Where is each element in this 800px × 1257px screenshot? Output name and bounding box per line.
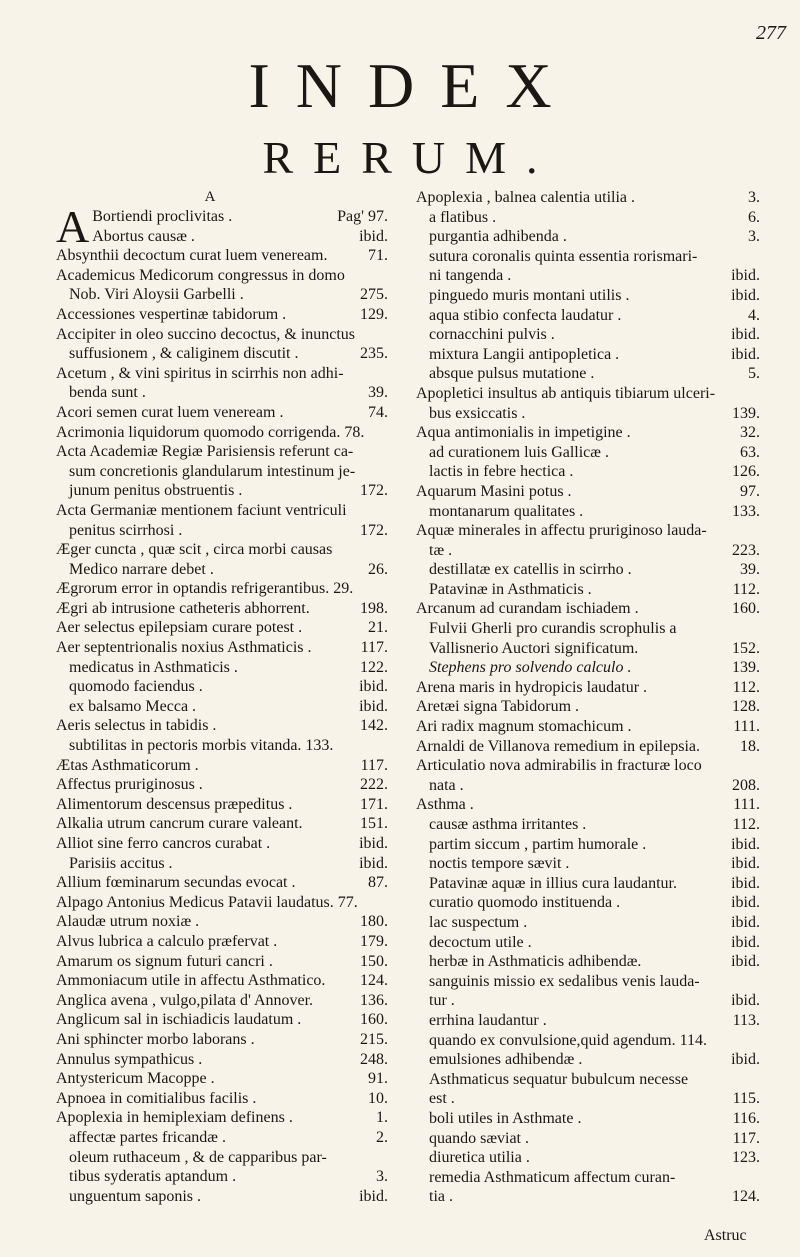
entry-page: 150. xyxy=(360,952,388,970)
index-entry xyxy=(416,874,760,894)
entry-text: aqua stibio confecta laudatur . xyxy=(429,306,622,324)
entry-text: Aer selectus epilepsiam curare potest . xyxy=(56,619,303,637)
index-entry xyxy=(56,501,388,521)
entry-page: 171. xyxy=(360,795,388,813)
entry-text: Alliot sine ferro cancros curabat . xyxy=(56,835,271,852)
entry-page: ibid. xyxy=(731,894,760,912)
index-entry xyxy=(416,286,760,306)
index-entry xyxy=(56,932,388,952)
index-entry xyxy=(56,364,388,384)
entry-page: 117. xyxy=(360,639,388,657)
entry-text: junum penitus obstruentis . xyxy=(69,482,243,500)
entry-text: Aretæi signa Tabidorum . xyxy=(416,698,580,716)
entry-text: Alvus lubrica a calculo præfervat . xyxy=(56,932,278,950)
entry-text: Asthmaticus sequatur bubulcum necesse xyxy=(429,1070,689,1088)
section-letter: A xyxy=(204,189,216,205)
entry-page: ibid. xyxy=(731,326,760,344)
entry-text: a flatibus . xyxy=(429,208,497,226)
index-entry xyxy=(56,834,388,854)
index-entry xyxy=(416,1089,760,1109)
entry-page: 172. xyxy=(360,482,388,500)
entry-text: cornacchini pulvis . xyxy=(429,326,555,344)
entry-text: Acta Academiæ Regiæ Parisiensis referunt ca- xyxy=(56,443,354,461)
index-entry xyxy=(416,756,760,776)
index-entry xyxy=(416,1187,760,1207)
entry-text: penitus scirrhosi . xyxy=(69,521,183,539)
index-entry xyxy=(416,306,760,326)
entry-text: quando sæviat . xyxy=(429,1129,529,1147)
entry-text: noctis tempore sævit . xyxy=(429,855,570,873)
entry-text: Æger cuncta , quæ scit , circa morbi causas xyxy=(56,541,333,559)
index-entry xyxy=(56,638,388,658)
entry-text: curatio quomodo instituenda . xyxy=(429,894,621,912)
index-entry xyxy=(56,442,388,462)
index-entry xyxy=(416,854,760,874)
entry-text: oleum ruthaceum , & de capparibus par- xyxy=(69,1148,327,1166)
index-entry xyxy=(416,384,760,404)
entry-text: Nob. Viri Aloysii Garbelli . xyxy=(69,286,244,304)
entry-text: tur . xyxy=(429,992,455,1010)
entry-page: 3. xyxy=(748,189,760,206)
index-entry xyxy=(416,737,760,757)
entry-text: lactis in febre hectica . xyxy=(429,463,574,481)
entry-text: medicatus in Asthmaticis . xyxy=(69,658,238,676)
entry-text: Ari radix magnum stomachicum . xyxy=(416,718,632,736)
entry-page: ibid. xyxy=(731,953,760,971)
entry-page: ibid. xyxy=(731,1051,760,1069)
index-entry xyxy=(56,560,388,580)
entry-page: 160. xyxy=(360,1011,388,1029)
entry-text: causæ asthma irritantes . xyxy=(429,816,587,833)
entry-page: 208. xyxy=(732,776,760,794)
index-entry xyxy=(56,795,388,815)
index-entry xyxy=(56,854,388,874)
entry-page: 18. xyxy=(740,737,760,755)
entry-text: Acori semen curat luem veneream . xyxy=(56,403,284,421)
index-entry xyxy=(416,325,760,345)
entry-text: sanguinis missio ex sedalibus venis lauda- xyxy=(429,972,700,990)
entry-text: Ægri ab intrusione catheteris abhorrent. xyxy=(56,599,310,617)
index-entry xyxy=(56,716,388,736)
index-entry xyxy=(416,443,760,463)
index-entry xyxy=(56,1089,388,1109)
index-entry xyxy=(416,247,760,267)
entry-page: 112. xyxy=(732,678,760,696)
entry-text: Vallisnerio Auctori significatum. xyxy=(429,639,639,657)
entry-text: Arnaldi de Villanova remedium in epilepsia. xyxy=(416,737,700,755)
entry-text: pinguedo muris montani utilis . xyxy=(429,286,630,304)
entry-page: 198. xyxy=(360,599,388,617)
index-entry xyxy=(56,1010,388,1030)
entry-text: Medico narrare debet . xyxy=(69,560,214,578)
entry-text: Alimentorum descensus præpeditus . xyxy=(56,795,293,813)
index-entry xyxy=(56,227,388,247)
entry-page: 5. xyxy=(748,365,760,383)
entry-page: 74. xyxy=(368,403,388,421)
index-entry xyxy=(416,717,760,737)
entry-text: Acta Germaniæ mentionem faciunt ventriculi xyxy=(56,501,347,519)
entry-page: 248. xyxy=(360,1050,388,1068)
index-entry xyxy=(416,502,760,522)
entry-page: 122. xyxy=(360,658,388,676)
entry-page: 91. xyxy=(368,1070,388,1088)
index-entry xyxy=(416,227,760,247)
index-entry xyxy=(56,403,388,423)
entry-text: benda sunt . xyxy=(69,384,146,402)
entry-text: errhina laudantur . xyxy=(429,1011,547,1029)
entry-page: 3. xyxy=(376,1168,388,1186)
index-entry xyxy=(416,913,760,933)
entry-page: 215. xyxy=(360,1030,388,1048)
entry-page: 97. xyxy=(740,482,760,500)
index-entry xyxy=(416,678,760,698)
index-entry xyxy=(56,285,388,305)
index-entry xyxy=(56,540,388,560)
entry-page: ibid. xyxy=(731,992,760,1010)
entry-text: Anglica avena , vulgo,pilata d' Annover. xyxy=(56,991,314,1009)
entry-page: 10. xyxy=(368,1089,388,1107)
index-entry xyxy=(56,1167,388,1187)
index-entry xyxy=(56,893,388,913)
entry-page: ibid. xyxy=(359,227,388,245)
index-entry xyxy=(56,246,388,266)
index-entry xyxy=(416,619,760,639)
entry-page: 2. xyxy=(376,1128,388,1146)
entry-text: lac suspectum . xyxy=(429,913,528,931)
index-entry xyxy=(56,1069,388,1089)
index-entry xyxy=(56,1148,388,1168)
entry-page: 1. xyxy=(376,1109,388,1127)
index-entry xyxy=(416,952,760,972)
index-entry xyxy=(56,971,388,991)
index-entry xyxy=(56,658,388,678)
index-entry xyxy=(56,579,388,599)
index-entry xyxy=(56,423,388,443)
index-entry xyxy=(56,912,388,932)
entry-page: 6. xyxy=(748,208,760,226)
entry-page: 275. xyxy=(360,286,388,304)
entry-page: 142. xyxy=(360,717,388,735)
entry-page: 21. xyxy=(368,619,388,637)
entry-text: Ægrorum error in optandis refrigerantibus. 29. xyxy=(56,580,354,598)
entry-page: 139. xyxy=(732,659,760,677)
entry-text: Ætas Asthmaticorum . xyxy=(56,756,199,774)
index-entry xyxy=(56,1050,388,1070)
index-entry xyxy=(416,1109,760,1129)
entry-page: 4. xyxy=(748,306,760,324)
entry-text: suffusionem , & caliginem discutit . xyxy=(69,345,299,363)
entry-page: ibid. xyxy=(731,286,760,304)
entry-page: 223. xyxy=(732,541,760,559)
left-column xyxy=(56,188,388,1206)
entry-text: Asthma . xyxy=(416,796,474,814)
entry-text: unguentum saponis . xyxy=(69,1187,201,1205)
entry-page: ibid. xyxy=(731,913,760,931)
entry-text: Antystericum Macoppe . xyxy=(56,1070,215,1088)
index-entry xyxy=(416,1148,760,1168)
index-entry xyxy=(56,383,388,403)
index-entry xyxy=(56,344,388,364)
index-entry xyxy=(416,404,760,424)
entry-page: 179. xyxy=(360,932,388,950)
index-entry xyxy=(56,814,388,834)
entry-text: remedia Asthmaticum affectum curan- xyxy=(429,1168,676,1186)
index-entry xyxy=(56,481,388,501)
entry-text: mixtura Langii antipopletica . xyxy=(429,345,620,363)
catchword: Astruc xyxy=(704,1227,747,1244)
entry-text: emulsiones adhibendæ . xyxy=(429,1051,583,1069)
entry-text: subtilitas in pectoris morbis vitanda. 133. xyxy=(69,737,334,755)
entry-page: 112. xyxy=(732,580,760,598)
entry-page: 112. xyxy=(732,816,760,833)
entry-text: Acetum , & vini spiritus in scirrhis non adhi- xyxy=(56,364,344,382)
entry-text: sutura coronalis quinta essentia rorismari- xyxy=(429,247,698,265)
entry-text: Amarum os signum futuri cancri . xyxy=(56,952,273,970)
entry-page: 115. xyxy=(732,1090,760,1108)
entry-text: Aer septentrionalis noxius Asthmaticis . xyxy=(56,639,312,657)
entry-text: sum concretionis glandularum intestinum je- xyxy=(69,462,356,480)
entry-page: 129. xyxy=(360,305,388,323)
entry-page: 117. xyxy=(732,1129,760,1147)
entry-page: 222. xyxy=(360,776,388,794)
entry-text: tibus syderatis aptandum . xyxy=(69,1168,237,1186)
entry-page: 32. xyxy=(740,424,760,442)
index-entry xyxy=(56,873,388,893)
entry-text: Alkalia utrum cancrum curare valeant. xyxy=(56,815,303,833)
entry-page: 124. xyxy=(732,1188,760,1206)
page-subtitle: RERUM. xyxy=(262,132,558,183)
index-entry xyxy=(416,345,760,365)
index-entry xyxy=(56,677,388,697)
entry-page: 3. xyxy=(748,228,760,246)
index-entry xyxy=(416,560,760,580)
entry-page: 117. xyxy=(360,756,388,774)
entry-text: quomodo faciendus . xyxy=(69,678,203,696)
entry-page: 151. xyxy=(360,815,388,833)
index-entry xyxy=(416,933,760,953)
entry-page: 116. xyxy=(732,1109,760,1127)
index-entry xyxy=(416,991,760,1011)
entry-text: Accipiter in oleo succino decoctus, & inunctus xyxy=(56,325,356,343)
index-entry xyxy=(416,776,760,796)
index-entry xyxy=(416,482,760,502)
entry-text: Annulus sympathicus . xyxy=(56,1050,203,1068)
entry-text: est . xyxy=(429,1090,455,1108)
entry-text: ex balsamo Mecca . xyxy=(69,697,197,715)
entry-page: 133. xyxy=(732,502,760,520)
entry-text: Stephens pro solvendo calculo . xyxy=(429,659,632,677)
index-entry xyxy=(56,599,388,619)
entry-text: montanarum qualitates . xyxy=(429,502,584,520)
entry-text: absque pulsus mutatione . xyxy=(429,365,595,383)
entry-text: Fulvii Gherli pro curandis scrophulis a xyxy=(429,620,677,638)
entry-text: Academicus Medicorum congressus in domo xyxy=(56,266,345,284)
entry-text: tia . xyxy=(429,1188,453,1206)
entry-page: 26. xyxy=(368,560,388,578)
entry-text: Bortiendi proclivitas . xyxy=(92,208,233,225)
index-entry xyxy=(56,305,388,325)
index-entry xyxy=(56,756,388,776)
entry-text: Ani sphincter morbo laborans . xyxy=(56,1030,255,1048)
index-entry xyxy=(416,795,760,815)
page-number: 277 xyxy=(756,22,786,44)
entry-text: Apoplexia in hemiplexiam definens . xyxy=(56,1109,293,1127)
drop-cap-letter: A xyxy=(56,201,90,252)
entry-text: affectæ partes fricandæ . xyxy=(69,1128,226,1146)
entry-page: 63. xyxy=(740,443,760,461)
index-entry xyxy=(56,991,388,1011)
entry-text: Absynthii decoctum curat luem veneream. xyxy=(56,247,328,265)
entry-page: 128. xyxy=(732,698,760,716)
entry-text: partim siccum , partim humorale . xyxy=(429,835,647,853)
index-entry xyxy=(416,697,760,717)
entry-text: Patavinæ aquæ in illius cura laudantur. xyxy=(429,874,677,892)
entry-text: destillatæ ex catellis in scirrho . xyxy=(429,561,632,579)
index-entry xyxy=(56,618,388,638)
index-entry xyxy=(416,1168,760,1188)
entry-text: Patavinæ in Asthmaticis . xyxy=(429,580,592,598)
entry-text: Affectus pruriginosus . xyxy=(56,776,203,794)
index-entry xyxy=(416,521,760,541)
entry-text: ad curationem luis Gallicæ . xyxy=(429,443,609,461)
index-entry xyxy=(416,1070,760,1090)
entry-page: 126. xyxy=(732,463,760,481)
entry-page: ibid. xyxy=(359,835,388,852)
index-entry xyxy=(416,266,760,286)
index-entry xyxy=(56,952,388,972)
entry-page: 152. xyxy=(732,639,760,657)
index-entry xyxy=(56,1187,388,1207)
entry-page: ibid. xyxy=(731,933,760,951)
entry-text: Alaudæ utrum noxiæ . xyxy=(56,913,200,931)
entry-page: 111. xyxy=(733,718,760,736)
entry-text: decoctum utile . xyxy=(429,933,532,951)
entry-page: 172. xyxy=(360,521,388,539)
entry-page: 87. xyxy=(368,874,388,892)
entry-page: ibid. xyxy=(359,854,388,872)
entry-text: herbæ in Asthmaticis adhibendæ. xyxy=(429,953,642,971)
entry-page: 136. xyxy=(360,991,388,1009)
entry-text: Ammoniacum utile in affectu Asthmatico. xyxy=(56,972,326,990)
entry-text: Articulatio nova admirabilis in fracturæ loco xyxy=(416,757,702,775)
entry-text: Aqua antimonialis in impetigine . xyxy=(416,424,631,442)
entry-text: Aquarum Masini potus . xyxy=(416,482,572,500)
entry-page: 113. xyxy=(732,1011,760,1029)
entry-page: Pag' 97. xyxy=(337,208,388,225)
entry-page: ibid. xyxy=(731,267,760,285)
right-column xyxy=(416,188,760,1207)
entry-text: Abortus causæ . xyxy=(92,227,195,245)
index-entry xyxy=(416,541,760,561)
entry-page: 123. xyxy=(732,1149,760,1167)
index-entry xyxy=(56,521,388,541)
index-entry xyxy=(416,1011,760,1031)
index-entry xyxy=(416,599,760,619)
entry-page: ibid. xyxy=(731,874,760,892)
index-entry xyxy=(416,1129,760,1149)
entry-page: 139. xyxy=(732,404,760,422)
page-title: INDEX xyxy=(248,50,578,121)
index-entry xyxy=(56,697,388,717)
entry-page: 180. xyxy=(360,913,388,931)
entry-text: tæ . xyxy=(429,541,453,559)
entry-text: Apoplexia , balnea calentia utilia . xyxy=(416,189,636,206)
index-entry xyxy=(56,462,388,482)
index-entry xyxy=(416,188,760,208)
index-entry xyxy=(56,1030,388,1050)
index-entry xyxy=(416,658,760,678)
index-entry xyxy=(416,639,760,659)
index-entry xyxy=(416,208,760,228)
index-entry xyxy=(416,462,760,482)
entry-page: ibid. xyxy=(359,678,388,696)
index-entry xyxy=(56,266,388,286)
entry-page: 160. xyxy=(732,600,760,618)
entry-text: Aeris selectus in tabidis . xyxy=(56,717,217,735)
index-entry xyxy=(56,775,388,795)
index-entry xyxy=(56,1108,388,1128)
entry-text: quando ex convulsione,quid agendum. 114. xyxy=(429,1031,708,1049)
entry-text: Alpago Antonius Medicus Patavii laudatus. 77. xyxy=(56,893,358,911)
entry-page: ibid. xyxy=(359,697,388,715)
index-entry xyxy=(56,1128,388,1148)
index-entry xyxy=(416,893,760,913)
entry-text: Acrimonia liquidorum quomodo corrigenda. 78. xyxy=(56,423,365,441)
entry-text: Allium fœminarum secundas evocat . xyxy=(56,874,296,892)
entry-text: Arcanum ad curandam ischiadem . xyxy=(416,600,639,618)
entry-page: 39. xyxy=(740,561,760,579)
entry-text: diuretica utilia . xyxy=(429,1149,530,1167)
index-entry xyxy=(416,972,760,992)
index-entry xyxy=(416,423,760,443)
index-entry xyxy=(416,364,760,384)
entry-page: ibid. xyxy=(731,835,760,853)
index-entry xyxy=(56,325,388,345)
entry-text: ni tangenda . xyxy=(429,267,512,285)
entry-text: Parisiis accitus . xyxy=(69,854,173,872)
entry-text: Arena maris in hydropicis laudatur . xyxy=(416,678,648,696)
entry-text: nata . xyxy=(429,776,464,794)
index-entry xyxy=(416,835,760,855)
index-entry xyxy=(416,815,760,835)
entry-text: Aquæ minerales in affectu pruriginoso lauda- xyxy=(416,522,707,540)
entry-page: 124. xyxy=(360,972,388,990)
entry-page: 71. xyxy=(368,247,388,265)
entry-text: purgantia adhibenda . xyxy=(429,228,567,246)
entry-page: 235. xyxy=(360,345,388,363)
index-entry xyxy=(416,1050,760,1070)
entry-text: Anglicum sal in ischiadicis laudatum . xyxy=(56,1011,302,1029)
index-entry xyxy=(56,736,388,756)
index-entry xyxy=(416,580,760,600)
entry-text: Apopletici insultus ab antiquis tibiarum ulceri- xyxy=(416,384,716,402)
entry-text: boli utiles in Asthmate . xyxy=(429,1109,582,1127)
entry-page: 111. xyxy=(733,796,760,814)
entry-text: bus exsiccatis . xyxy=(429,404,526,422)
entry-page: ibid. xyxy=(359,1187,388,1205)
index-entry xyxy=(416,1031,760,1051)
entry-page: 39. xyxy=(368,384,388,402)
entry-page: ibid. xyxy=(731,855,760,873)
entry-text: Accessiones vespertinæ tabidorum . xyxy=(56,305,287,323)
entry-page: ibid. xyxy=(731,345,760,363)
entry-text: Apnoea in comitialibus facilis . xyxy=(56,1089,257,1107)
